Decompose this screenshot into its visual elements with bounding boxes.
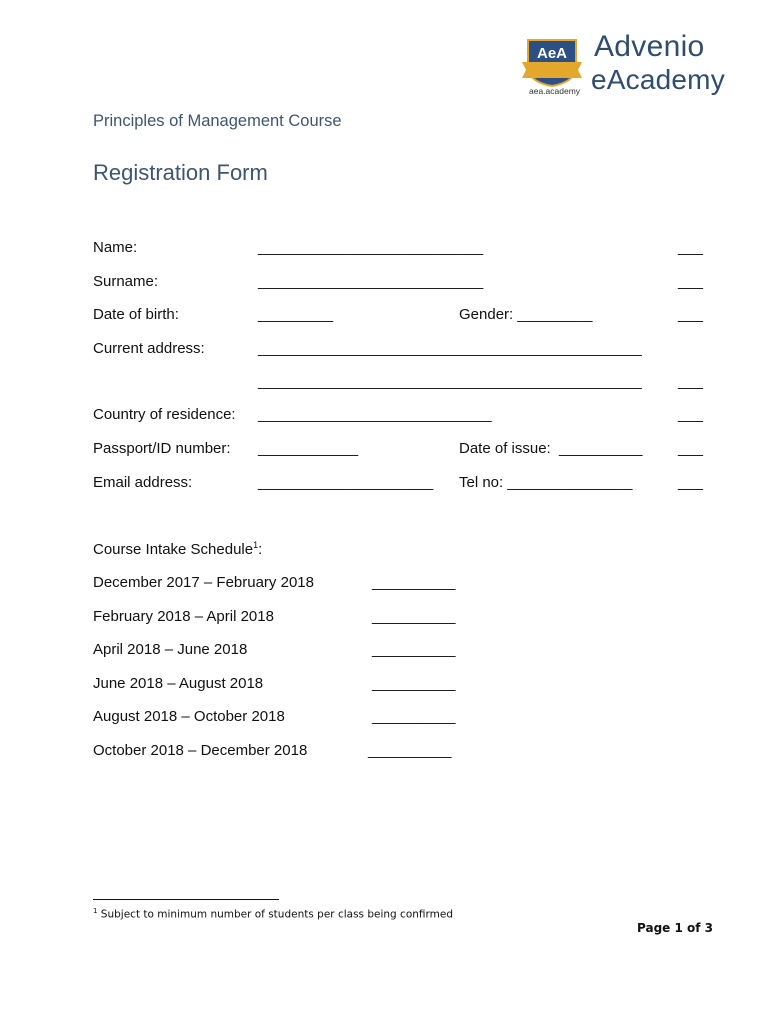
- surname-end-blank[interactable]: ___: [678, 273, 704, 290]
- gender-field[interactable]: Gender: _________: [459, 306, 593, 323]
- schedule-heading-text: Course Intake Schedule: [93, 541, 254, 558]
- page-number: Page 1 of 3: [637, 921, 713, 935]
- advenio-logo: [520, 30, 725, 102]
- intake-blank[interactable]: __________: [368, 742, 452, 759]
- brand-name-line1: Advenio: [594, 30, 705, 63]
- intake-label: December 2017 – February 2018: [93, 574, 314, 591]
- intake-blank[interactable]: __________: [372, 675, 456, 692]
- shield-crest-icon: [520, 36, 584, 88]
- surname-field[interactable]: ___________________________: [258, 273, 484, 290]
- country-field[interactable]: ____________________________: [258, 406, 492, 423]
- country-end-blank[interactable]: ___: [678, 406, 704, 423]
- dob-end-blank[interactable]: ___: [678, 306, 704, 323]
- intake-blank[interactable]: __________: [372, 608, 456, 625]
- address-end-blank[interactable]: ___: [678, 373, 704, 390]
- dob-label: Date of birth:: [93, 306, 179, 323]
- surname-label: Surname:: [93, 273, 159, 290]
- intake-label: February 2018 – April 2018: [93, 608, 274, 625]
- address-label: Current address:: [93, 340, 205, 357]
- schedule-heading-suffix: :: [258, 541, 263, 558]
- footnote: [93, 907, 453, 921]
- logo-caption: aea.academy: [529, 86, 581, 96]
- crest-text: AeA: [536, 45, 568, 62]
- brand-name-line2: eAcademy: [591, 64, 725, 95]
- passport-end-blank[interactable]: ___: [678, 440, 704, 457]
- intake-blank[interactable]: __________: [372, 641, 456, 658]
- date-of-issue-field[interactable]: Date of issue: __________: [459, 440, 643, 457]
- intake-label: April 2018 – June 2018: [93, 641, 248, 658]
- name-label: Name:: [93, 239, 138, 256]
- dob-field[interactable]: _________: [258, 306, 334, 323]
- intake-label: October 2018 – December 2018: [93, 742, 308, 759]
- intake-blank[interactable]: __________: [372, 708, 456, 725]
- schedule-heading: [93, 540, 262, 558]
- email-end-blank[interactable]: ___: [678, 474, 704, 491]
- footnote-text: Subject to minimum number of students per class being confirmed: [97, 908, 453, 921]
- passport-field[interactable]: ____________: [258, 440, 359, 457]
- intake-label: June 2018 – August 2018: [93, 675, 264, 692]
- name-field[interactable]: ___________________________: [258, 239, 484, 256]
- intake-blank[interactable]: __________: [372, 574, 456, 591]
- address-field-line1[interactable]: ______________________________________________: [258, 340, 642, 357]
- email-label: Email address:: [93, 474, 193, 491]
- intake-label: August 2018 – October 2018: [93, 708, 285, 725]
- footnote-separator: [93, 899, 279, 900]
- footnote-ref: 1: [253, 540, 259, 550]
- passport-label: Passport/ID number:: [93, 440, 231, 457]
- name-end-blank[interactable]: ___: [678, 239, 704, 256]
- tel-field[interactable]: Tel no: _______________: [459, 474, 633, 491]
- email-field[interactable]: _____________________: [258, 474, 434, 491]
- address-field-line2[interactable]: ______________________________________________: [258, 373, 642, 390]
- footnote-marker: 1: [93, 907, 98, 915]
- form-title: Registration Form: [93, 160, 268, 185]
- country-label: Country of residence:: [93, 406, 236, 423]
- course-title: Principles of Management Course: [93, 112, 342, 130]
